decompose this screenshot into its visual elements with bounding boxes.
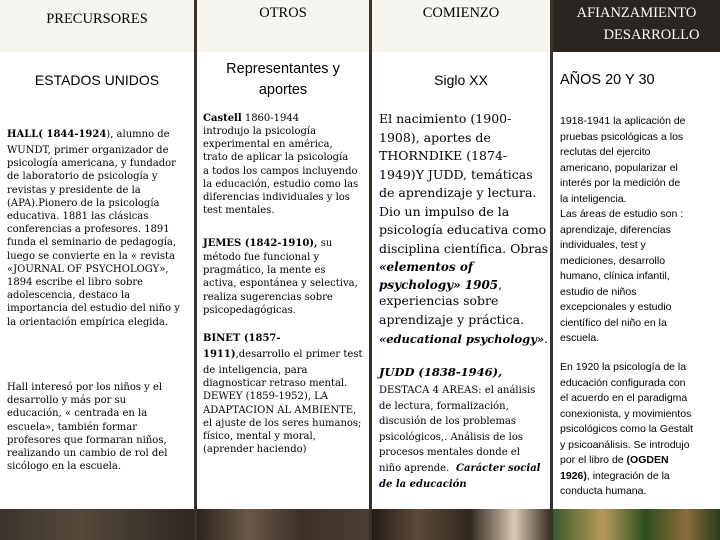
hall-rest: ), alumno de <box>106 129 170 140</box>
photo-strip <box>197 509 369 540</box>
column-comienzo <box>372 0 550 540</box>
column-header: PRECURSORES <box>46 11 148 27</box>
experiencias-paragraph: experiencias sobre aprendizaje y práctica. <box>379 293 525 327</box>
header-cell <box>197 0 369 52</box>
binet-years: 1911) <box>203 349 236 360</box>
column-header: AFIANZAMIENTO <box>576 5 697 21</box>
column-subheader: Representantes y aportes <box>226 61 340 98</box>
hall-line <box>7 128 170 141</box>
james-name: JEMES (1842-1910), <box>203 238 318 249</box>
binet-line <box>203 348 362 361</box>
castell-paragraph: introdujo la psicología experimental en américa, trato de aplicar la psicología a todos los campos incluyendo la educación, estudio como las diferencias individuales y los test mentales. <box>203 126 359 217</box>
column-subheader: ESTADOS UNIDOS <box>34 72 160 88</box>
thorndike-paragraph: El nacimiento (1900- 1908), aportes de THORNDIKE (1874- 1949)Y JUDD, temáticas de aprendizaje y lectura. Dio un impulso de la psicología educativa como disciplina científica. Obras <box>379 111 549 256</box>
column-header: COMIENZO <box>422 5 500 21</box>
conexionista-text: En 1920 la psicología de la educación configurada con el acuerdo en el paradigma conexionista, y movimientos psicológicos como la Gestalt y psicoanálisis. Se introdujo por el libro de <box>560 361 694 466</box>
column-body <box>372 108 550 509</box>
educational-line <box>379 330 548 349</box>
hall-paragraph-2: Hall interesó por los niños y el desarrollo y más por su educación, « centrada en la escuela», también formar profesores que formaran niños, realizando un cambio de rol del sicólogo en la escuela. <box>7 382 168 473</box>
binet-paragraph: de inteligencia, para diagnosticar retraso mental. DEWEY (1859-1952), LA ADAPTACION AL AMBIENTE, el ajuste de los seres humanos; físico, mental y moral, (aprender haciendo) <box>203 365 362 456</box>
subheader-cell <box>553 52 720 108</box>
header-cell <box>372 0 550 52</box>
educational-title: «educational psychology» <box>379 332 545 346</box>
de-la-educacion: de la educación <box>379 479 467 490</box>
judd-paragraph: DESTACA 4 AREAS: el análisis de lectura, formalización, discusión de los problemas psicológicos,. Análisis de los procesos mentales donde el niño aprende. <box>379 385 536 474</box>
james-paragraph: método fue funcional y pragmático, la mente es activa, espontánea y selectiva, realiza sugerencias sobre psicopedagógicas. <box>203 252 358 316</box>
subheader-cell <box>372 52 550 108</box>
james-rest: su <box>317 238 333 249</box>
subheader-cell <box>197 52 369 108</box>
column-header-line2: DESARROLLO <box>603 27 700 43</box>
column-otros <box>197 0 369 540</box>
psychology-title: psychology» 1905 <box>379 278 499 292</box>
header-cell <box>0 0 194 52</box>
photo-strip <box>372 509 550 540</box>
elementos-title: «elementos of <box>379 260 474 274</box>
hall-name: HALL( 1844-1924 <box>7 129 107 140</box>
hall-paragraph: WUNDT, primer organizador de psicología americana, y fundador de laboratorio de psicología y revistas y presidente de la (APA).Pionero de la psicología educativa. 1881 las clásicas conferencias a profesores. 1891 funda el seminario de pedagogía, luego se convierte en la « revista «JOURNAL OF PSYCHOLOGY», 1894 escribe el libro sobre adolescencia, destaco la importancia del estudio del niño y la orientación empírica elegida. <box>7 145 180 328</box>
column-precursores <box>0 0 194 540</box>
conexionista-end: , integración de la conducta humana. <box>560 469 670 497</box>
caracter-social: Carácter social <box>456 463 541 474</box>
judd-name: JUDD (1838-1946), <box>379 365 503 379</box>
column-body <box>197 108 369 509</box>
ogden-ref: (OGDEN 1926) <box>560 454 669 482</box>
james-line <box>203 237 332 250</box>
castell-name: Castell <box>203 113 242 124</box>
binet-name: BINET (1857- <box>203 333 281 344</box>
header-cell <box>553 0 720 52</box>
pruebas-paragraph: 1918-1941 la aplicación de pruebas psicológicas a los reclutas del ejercito americano, popularizar el interés por la medición de la inteligencia. Las áreas de estudio son : aprendizaje, diferencias individuales, test y mediciones, desarrollo humano, clínica infantil, estudio de niños excepcionales y estudio científico del niño en la escuela. <box>560 115 686 344</box>
educational-rest: . <box>544 332 548 346</box>
binet-rest: ,desarrollo el primer test <box>235 349 363 360</box>
column-subheader: Siglo XX <box>434 72 488 88</box>
castell-years: 1860-1944 <box>241 113 300 124</box>
conexionista-paragraph <box>560 360 693 500</box>
column-body <box>0 108 194 509</box>
column-header: OTROS <box>259 5 307 21</box>
psychology-rest: , <box>498 278 502 292</box>
column-afianzamiento <box>553 0 720 540</box>
column-body <box>553 108 720 509</box>
subheader-cell <box>0 52 194 108</box>
photo-strip <box>0 509 194 540</box>
column-subheader: AÑOS 20 Y 30 <box>560 72 655 88</box>
photo-strip <box>553 509 720 540</box>
castell-line <box>203 112 299 125</box>
